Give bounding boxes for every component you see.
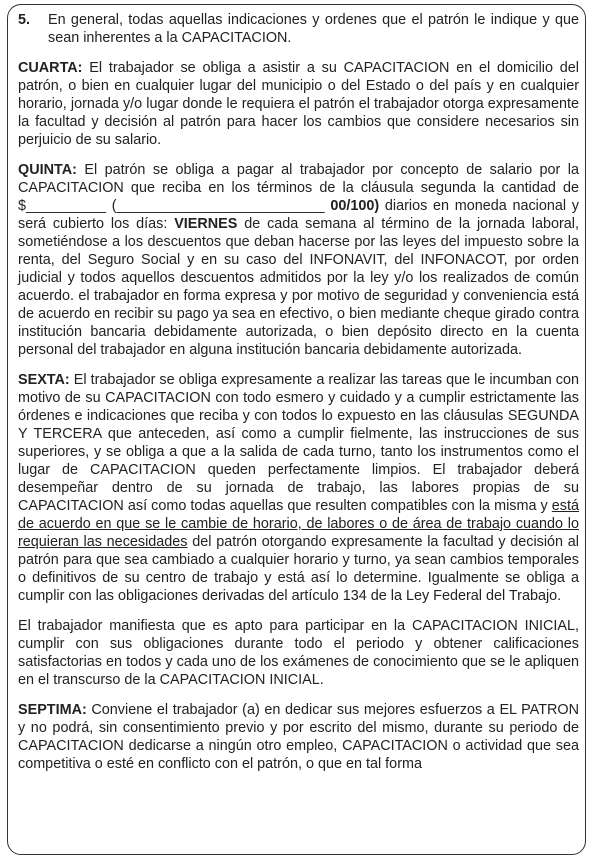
paragraph-capacitacion-inicial: El trabajador manifiesta que es apto para participar en la CAPACITACION INICIAL, cumplir con sus obligaciones durante todo el periodo y obtener calificaciones satisfactorias en todos y cada uno de los exámenes de conocimiento que se le apliquen en el transcurso de la CAPACITACION INICIAL. (18, 618, 579, 688)
clause-heading: CUARTA: (18, 60, 83, 76)
clause-heading: SEXTA: (18, 372, 70, 388)
amount-blank: __________ (26, 198, 107, 214)
clause-text: de cada semana al término de la jornada laboral, sometiéndose a los descuentos que deban hacerse por las leyes del impuesto sobre la renta, del Seguro Social y en su caso del INFONAVIT, del INFONACOT, por orden judicial y todos aquellos descuentos admitidos por la ley y/o los realizados de común acuerdo. el trabajador en forma expresa y por motivo de seguridad y conveniencia está de acuerdo en recibir su pago ya sea en efectivo, o bien mediante cheque girado contra institución bancaria debidamente autorizada, o bien depósito directo en la cuenta personal del trabajador en alguna institución bancaria debidamente autorizada. (18, 216, 580, 358)
amount-words-blank: __________________________ (116, 198, 325, 214)
clause-text: Conviene el trabajador (a) en dedicar sus mejores esfuerzos a EL PATRON y no podrá, sin consentimiento previo y por escrito del mismo, durante su periodo de CAPACITACION dedicarse a ningún otro empleo, CAPACITACION o actividad que sea competitiva o esté en conflicto con el patrón, o que en tal forma (18, 702, 579, 772)
clause-septima (18, 701, 579, 773)
cents-label: 00/100) (324, 198, 380, 214)
contract-page (18, 11, 579, 773)
item-5 (18, 11, 579, 47)
clause-text: ( (106, 198, 117, 214)
clause-cuarta (18, 59, 579, 149)
clause-text: El trabajador se obliga a asistir a su CAPACITACION en el domicilio del patrón, o bien en cualquier lugar del municipio o del Estado o del país y en cualquier horario, jornada y/o lugar donde le requiera el patrón el trabajador otorga expresamente la facultad y decisión al patrón para hacer los cambios que considere necesarios sin perjuicio de su salario. (18, 60, 579, 148)
clause-text: El patrón se obliga a pagar al trabajador por concepto de salario por la CAPACITACION que reciba en los términos de la cláusula segunda la cantidad de $ (18, 162, 579, 214)
clause-text: del patrón otorgando expresamente la facultad y decisión al patrón para que sea cambiado a cualquier horario y turno, ya sean cambios temporales o definitivos de su centro de trabajo y está así lo determine. Igualmente se obliga a cumplir con las obligaciones derivadas del artículo 134 de la Ley Federal del Trabajo. (18, 534, 579, 604)
clause-heading: SEPTIMA: (18, 702, 87, 718)
underlined-text: está de acuerdo en que se le cambie de horario, de labores o de área de trabajo cuando lo requieran las necesidades (18, 498, 579, 550)
item-text: En general, todas aquellas indicaciones y ordenes que el patrón le indique y que sean inherentes a la CAPACITACION. (48, 12, 579, 46)
clause-quinta (18, 161, 579, 359)
clause-sexta (18, 371, 579, 605)
item-number: 5. (18, 12, 31, 28)
clause-heading: QUINTA: (18, 162, 77, 178)
pay-day: VIERNES (174, 216, 238, 232)
clause-text: El trabajador se obliga expresamente a realizar las tareas que le incumban con motivo de su CAPACITACION con todo esmero y cuidado y a cumplir estrictamente las órdenes e indicaciones que reciba y con todos lo expuesto en las cláusulas SEGUNDA Y TERCERA que anteceden, así como a cumplir fielmente, las instrucciones de sus superiores, y se obliga a que a la salida de cada turno, tanto los instrumentos como el lugar de CAPACITACION queden perfectamente limpios. El trabajador deberá desempeñar dentro de su jornada de trabajo, las labores propias de su CAPACITACION así como todas aquellas que resulten compatibles con la misma y (18, 372, 579, 514)
clause-text: diarios en moneda nacional y será cubierto los días: (18, 198, 579, 232)
